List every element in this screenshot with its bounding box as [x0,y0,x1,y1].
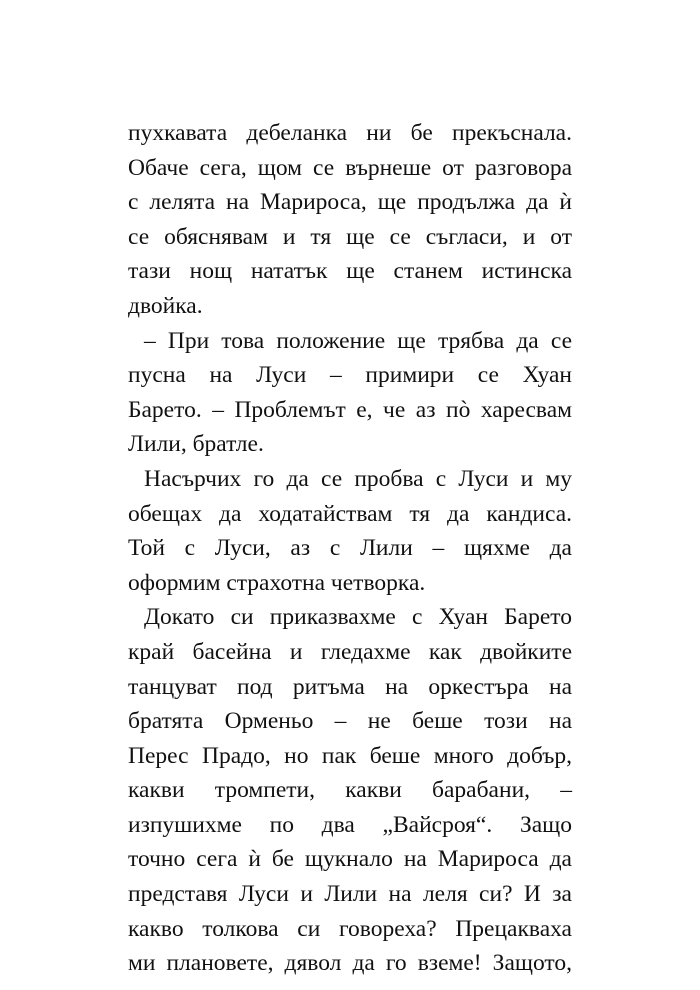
text-line: Докато си приказвахме с Хуан Барето [144,604,572,631]
text-line: братята Орменьо – не беше този на [128,708,572,735]
text-line: Барето. – Проблемът е, че аз пò харесвам [128,396,572,423]
text-line: обещах да ходатайствам тя да кандиса. [128,500,572,527]
text-line: точно сега ѝ бе щукнало на Марироса да [128,846,572,873]
text-line: Той с Луси, аз с Лили – щяхме да [128,535,572,562]
text-line: танцуват под ритъма на оркестъра на [128,673,572,700]
text-line: какви тромпети, какви барабани, – [128,777,572,804]
text-line: пухкавата дебеланка ни бе прекъснала. [128,120,572,146]
text-line: какво толкова си говореха? Прецакваха [128,915,572,942]
text-line: – При това положение ще трябва да се [144,327,572,354]
text-line: двойка. [128,292,203,319]
text-line: Лили, братле. [128,431,264,458]
text-line: се обяснявам и тя ще се съгласи, и от [128,223,572,250]
text-line: представя Луси и Лили на леля си? И за [128,881,572,908]
text-line: с лелята на Марироса, ще продължа да ѝ [128,189,572,216]
text-line: Обаче сега, щом се върнеше от разговора [128,154,572,181]
page-text [128,116,572,981]
text-line: тази нощ нататък ще станем истинска [128,258,572,285]
text-line: изпушихме по два „Вайсроя“. Защо [128,811,572,838]
text-line: оформим страхотна четворка. [128,569,426,596]
text-line: Насърчих го да се пробва с Луси и му [144,465,572,492]
text-line: край басейна и гледахме как двойките [128,638,572,665]
text-line: пусна на Луси – примири се Хуан [128,362,572,389]
text-line: ми плановете, дявол да го вземе! Защото, [128,950,572,977]
text-line: Перес Прадо, но пак беше много добър, [128,742,572,769]
